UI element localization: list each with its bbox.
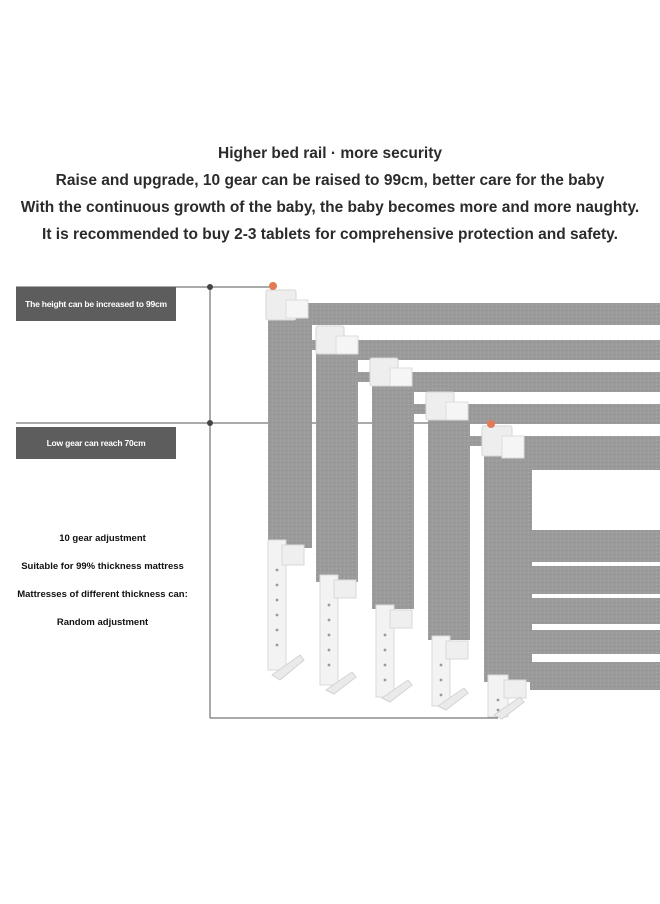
headline-1: Higher bed rail · more security <box>218 145 442 162</box>
rail-1-knob <box>269 282 277 290</box>
low-height-label: Low gear can reach 70cm <box>16 427 176 459</box>
rail-5-knob <box>487 420 495 428</box>
headline-4: It is recommended to buy 2-3 tablets for comprehensive protection and safety. <box>42 226 618 243</box>
feature-mattress-compat: Suitable for 99% thickness mattress <box>21 561 184 572</box>
max-height-label: The height can be increased to 99cm <box>16 287 176 321</box>
guide-dot-top <box>207 284 213 290</box>
bed-rail-5 <box>482 420 660 719</box>
guide-dot-bottom <box>207 420 213 426</box>
headline-3: With the continuous growth of the baby, the baby becomes more and more naughty. <box>20 199 640 216</box>
headline-2: Raise and upgrade, 10 gear can be raised to 99cm, better care for the baby <box>55 172 605 189</box>
feature-gear-adjustment: 10 gear adjustment <box>59 533 146 544</box>
feature-random-adjust: Random adjustment <box>56 617 149 628</box>
feature-thickness: Mattresses of different thickness can: <box>17 589 188 600</box>
